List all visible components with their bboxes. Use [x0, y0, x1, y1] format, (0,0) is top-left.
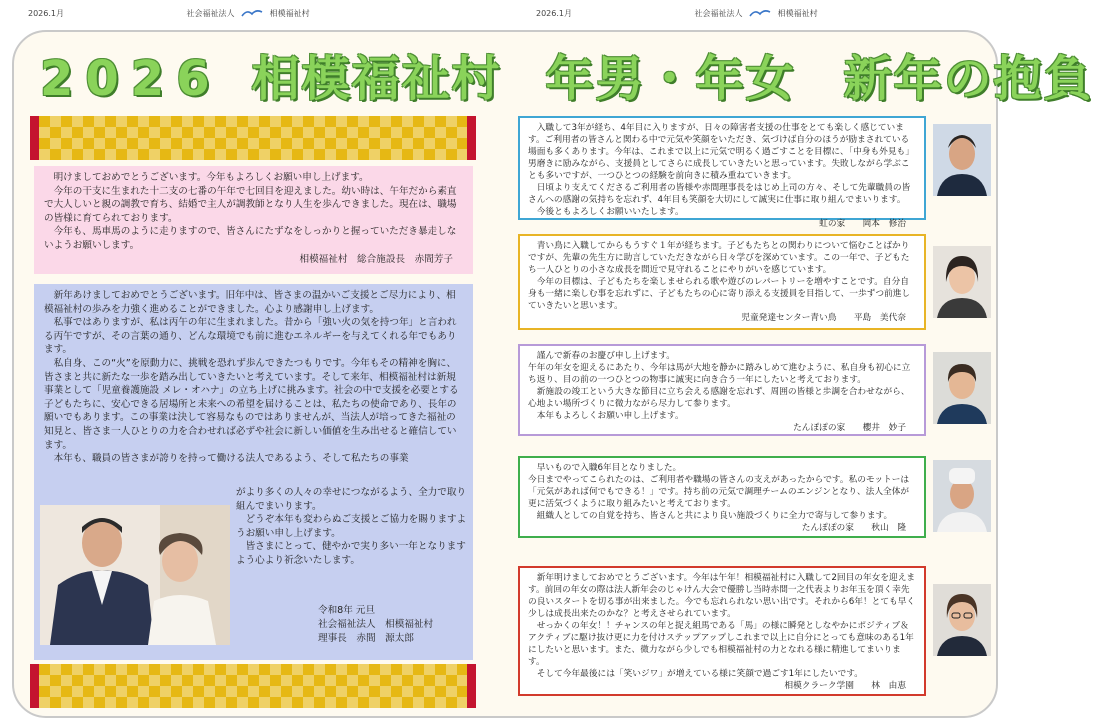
- header-date: 2026.1月: [536, 9, 572, 18]
- person-photo-icon: [933, 352, 991, 424]
- greeting-paragraph: 私自身、この“火”を原動力に、挑戦を恐れず歩んできたつもりです。今年もその精神を胸に、皆さまと共に新たな一歩を踏み出していきたいと考えています。そして来年、相模福祉村は新規事業として「児童養護施設 メレ・オハナ」の立ち上げに挑みます。社会の中で支援を必要とする子どもたちに、安心できる居場所と未来への希望を届けることは、私たちの使命であり、長年の願いでもあります。この事業は決して容易なものではありませんが、当法人が培ってきた福祉の知見と、皆さま一人ひとりの力を合わせれば必ずや社会に新しい価値を生み出せると確信しています。: [44, 358, 459, 451]
- signature-line: 社会福祉法人 相模福祉村: [318, 618, 434, 630]
- message-signature: 相模クラーク学園 林 由恵: [784, 681, 906, 691]
- portrait-hirashima: [933, 246, 991, 318]
- greeting-paragraph: 今年の干支に生まれた十二支の七番の午年で七回目を迎えました。幼い時は、午年だから素直で大人しいと親の調教で育ち、結婚で主人が調教師となり人生を歩んできました。現在は、職場の皆様に育てられております。: [44, 185, 457, 224]
- message-signature: 児童発達センター青い鳥 平島 美代奈: [741, 313, 906, 323]
- two-people-photo-icon: [40, 505, 230, 645]
- person-photo-icon: [933, 246, 991, 318]
- message-paragraph: 今後ともよろしくお願いいたします。: [536, 207, 684, 217]
- title-year: 2026: [40, 51, 222, 107]
- greeting-executive-director: [34, 166, 473, 274]
- greeting-paragraph: どうぞ本年も変わらぬご支援とご協力を賜りますようお願い申し上げます。: [236, 514, 467, 539]
- message-paragraph: 青い鳥に入職してからもうすぐ１年が経ちます。子どもたちとの関わりについて悩むことばかりですが、先輩の先生方に助言していただきながら日々学びを深めています。この一年で、子どもたち一人ひとりの小さな成長を間近で見守れることにやりがいを感じています。: [528, 241, 910, 275]
- portrait-okamoto: [933, 124, 991, 196]
- chairman-signature: [318, 604, 433, 646]
- message-paragraph: そして今年最後には「笑いジワ」が増えている様に笑顔で過ごす1年にしたいです。: [536, 669, 863, 679]
- header-right: [536, 8, 818, 19]
- message-paragraph: 本年もよろしくお願い申し上げます。: [536, 411, 684, 421]
- greeting-paragraph: 今年も、馬車馬のように走りますので、皆さんにたずなをしっかりと握っていただき暴走しないようお願いします。: [44, 226, 457, 252]
- signature-line: 令和8年 元旦: [318, 605, 376, 616]
- bird-logo-icon: [749, 8, 771, 19]
- message-okamoto: [518, 116, 926, 229]
- title-subtitle: 新年の抱負: [843, 51, 1094, 107]
- decorative-band-bottom: [30, 664, 476, 708]
- chairman-wrap-text: [236, 486, 468, 568]
- greeting-paragraph: 明けましておめでとうございます。今年もよろしくお願い申し上げます。: [53, 172, 369, 183]
- header-org-type: 社会福祉法人: [694, 9, 743, 18]
- title-theme: 年男・年女: [545, 51, 796, 107]
- title-org: 相模福祉村: [251, 51, 502, 107]
- header-date: 2026.1月: [28, 9, 64, 18]
- decorative-band-top: [30, 116, 476, 160]
- message-paragraph: 新施設の竣工という大きな節目に立ち会える感謝を忘れず、周囲の皆様と歩調を合わせながら、心地よい場所づくりに微力ながら尽力して参ります。: [528, 387, 910, 409]
- message-paragraph: 今年の目標は、子どもたちを楽しませられる歌や遊びのレパートリーを増やすことです。自分自身も一緒に楽しむ事を忘れずに、子どもたちの心に寄り添える支援員を目指して、一歩ずつ前進していきたいと思います。: [528, 277, 911, 311]
- message-signature: たんぽぽの家 秋山 隆: [801, 523, 906, 533]
- message-paragraph: 入職して3年が経ち、4年目に入りますが、日々の障害者支援の仕事をとても楽しく感じています。ご利用者の皆さんと関わる中で元気や笑顔をいただき、気づけば自分のほうが励まされている場面も多くあります。今年は、これまで以上に元気で明るく過ごすことを目標に、「中身も外見も」男磨きに励みながら、支援員としてさらに成長していきたいと思っています。失敗しながら学ぶことも多いですが、一つひとつの経験を前向きに積み重ねていきます。: [528, 123, 914, 181]
- message-signature: たんぽぽの家 櫻井 妙子: [793, 423, 906, 433]
- greeting-paragraph: 私事ではありますが、私は丙午の年に生まれました。昔から「強い火の気を持つ年」と言われる丙午ですが、その言葉の通り、どんな環境でも前に進むエネルギーを与えてくれる年でもあります。: [44, 317, 457, 356]
- message-akiyama: [518, 456, 926, 538]
- greeting-paragraph: 新年あけましておめでとうございます。旧年中は、皆さまの温かいご支援とご尽力により、相模福祉村の歩みを力強く進めることができました。心より感謝申し上げます。: [44, 290, 456, 315]
- header-left: [28, 8, 310, 19]
- person-photo-icon: [933, 584, 991, 656]
- greeting-paragraph: 皆さまにとって、健やかで実り多い一年となりますよう心より祈念いたします。: [236, 541, 466, 567]
- portrait-akiyama: [933, 460, 991, 532]
- message-sakurai: [518, 344, 926, 436]
- header-org-type: 社会福祉法人: [186, 9, 235, 18]
- message-paragraph: 組織人としての自覚を持ち、皆さんと共により良い施設づくりに全力で寄与して参ります。: [536, 511, 893, 521]
- header-org-name: 相模福祉村: [269, 9, 310, 18]
- greeting-signature: 相模福祉村 総合施設長 赤間芳子: [299, 253, 453, 265]
- person-photo-icon: [933, 124, 991, 196]
- message-paragraph: せっかくの年女！！チャンスの年と捉え組馬である「馬」の様に瞬発としなやかにポジティブ＆アクティブに駆け抜け更に力を付けステップアップしこれまで以上に自分にとっても意味のある1年にしたいと思います。また、微力ながら少しでも相模福祉村の力となれる様に精進してまいります。: [528, 621, 914, 667]
- message-paragraph: 早いもので入職6年目となりました。: [536, 463, 682, 473]
- message-paragraph: 今日までやってこられたのは、ご利用者や職場の皆さんの支えがあったからです。私のモットーは「元気があれば何でもできる！」です。持ち前の元気で調理チームのエンジンとなり、法人全体が更に活気づくように取り組みたいと考えております。: [528, 475, 910, 509]
- portrait-hayashi: [933, 584, 991, 656]
- message-paragraph: 午年の年女を迎えるにあたり、今年は馬が大地を静かに踏みしめて進むように、私自身も初心に立ち返り、目の前の一つひとつの物事に誠実に向き合う一年にしたいと考えております。: [528, 363, 911, 385]
- portrait-sakurai: [933, 352, 991, 424]
- greeting-paragraph: がより多くの人々の幸せにつながるよう、全力で取り組んでまいります。: [236, 487, 467, 512]
- message-paragraph: 新年明けましておめでとうございます。今年は午年！相模福祉村に入職して2回目の年女を迎えます。前回の年女の際は法人新年会のじゃけん大会で優勝し当時赤間一之代表よりお年玉を頂く幸先の良いスタートを切る事が出来ました。今でも忘れられない思い出です。それから6年！とても早く少しは成長出来たのかな？と考えさせられています。: [528, 573, 916, 619]
- message-hayashi: [518, 566, 926, 696]
- bird-logo-icon: [241, 8, 263, 19]
- message-paragraph: 日頃より支えてくださるご利用者の皆様や赤間理事長をはじめ上司の方々、そして先輩職員の皆さんへの感謝の気持ちを忘れず、4年目も笑顔を大切にして誠実に仕事に取り組んでまいります。: [528, 183, 911, 205]
- message-signature: 虹の家 岡本 修治: [819, 219, 906, 229]
- signature-line: 理事長 赤間 源太郎: [318, 632, 414, 644]
- message-hirashima: [518, 234, 926, 330]
- page-title: [40, 40, 1094, 107]
- chairman-photo: [40, 505, 230, 645]
- header-org-name: 相模福祉村: [777, 9, 818, 18]
- person-photo-icon: [933, 460, 991, 532]
- greeting-paragraph: 本年も、職員の皆さまが誇りを持って働ける法人であるよう、そして私たちの事業: [53, 453, 409, 465]
- message-paragraph: 謹んで新春のお慶び申し上げます。: [536, 351, 675, 361]
